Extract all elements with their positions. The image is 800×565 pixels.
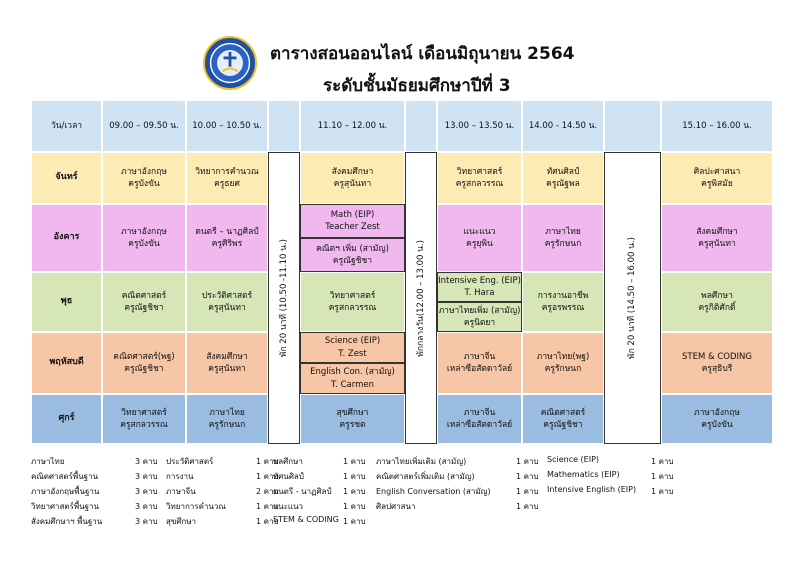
day-name: พฤหัสบดี <box>49 357 84 368</box>
page-title: ตารางสอนออนไลน์ เดือนมิถุนายน 2564 <box>270 44 575 64</box>
teacher-name: ครูณัฐชิชา <box>124 364 164 374</box>
corner-label: วัน/เวลา <box>50 120 83 131</box>
day-name: อังคาร <box>53 232 80 243</box>
legend-count: 1 คาบ <box>256 502 279 511</box>
teacher-name: ครูสกลวรรณ <box>328 303 377 313</box>
timetable-cell[interactable] <box>102 204 186 272</box>
legend-count: 1 คาบ <box>516 502 539 511</box>
legend-subject: Science (EIP) <box>547 455 600 464</box>
teacher-name: ครูสุนันทา <box>208 364 246 374</box>
teacher-name: ครูสกลวรรณ <box>455 179 504 189</box>
subject-name: ทัศนศิลป์ <box>546 166 580 177</box>
timetable-cell[interactable] <box>102 394 186 444</box>
timetable-cell[interactable] <box>300 272 405 332</box>
legend-subject: สุขศึกษา <box>166 517 197 526</box>
break-label: พัก 20 นาที (10.50 -11.10 น.) <box>278 238 289 358</box>
teacher-name: ครูบังขัน <box>701 420 733 430</box>
legend-subject: ประวัติศาสตร์ <box>166 457 214 466</box>
teacher-name: ครูสุนันทา <box>208 303 246 313</box>
day-label <box>31 272 102 332</box>
teacher-name: ครูณัฐชิชา <box>543 420 583 430</box>
timetable-cell-regular[interactable] <box>300 363 405 394</box>
subject-name: สุขศึกษา <box>336 407 369 418</box>
teacher-name: ครูณัฐชิชา <box>124 303 164 313</box>
timetable-cell[interactable] <box>186 272 268 332</box>
legend-count: 1 คาบ <box>651 472 674 481</box>
teacher-name: ครูสกลวรรณ <box>120 420 168 430</box>
legend-subject: ศิลปศาสนา <box>376 502 416 511</box>
legend-count: 1 คาบ <box>343 457 366 466</box>
period-header <box>102 100 186 152</box>
timetable-cell[interactable] <box>437 394 522 444</box>
timetable-cell[interactable] <box>186 204 268 272</box>
period-time: 10.00 – 10.50 น. <box>192 120 262 131</box>
legend-subject: แนะแนว <box>273 502 304 511</box>
legend-count: 1 คาบ <box>516 472 539 481</box>
subject-name: การงานอาชีพ <box>537 290 589 301</box>
legend-subject: ดนตรี - นาฏศิลป์ <box>273 487 332 496</box>
legend-count: 3 คาบ <box>135 457 158 466</box>
subject-name: คณิตศาสตร์ <box>540 407 586 418</box>
timetable-cell[interactable] <box>661 394 773 444</box>
timetable-cell[interactable] <box>522 204 604 272</box>
teacher-name: ครูพิสมัย <box>701 179 733 189</box>
teacher-name: ครูณัฐพล <box>546 179 580 189</box>
legend-subject: Intensive English (EIP) <box>547 485 637 494</box>
period-time: 09.00 – 09.50 น. <box>109 120 179 131</box>
legend-subject: สังคมศึกษาฯ พื้นฐาน <box>31 517 103 526</box>
break-column <box>604 152 661 444</box>
legend-subject: พลศึกษา <box>273 457 303 466</box>
teacher-name: เหล่าซือสัตดาวัลย์ <box>446 364 513 374</box>
timetable-cell-regular[interactable] <box>300 238 405 272</box>
teacher-name: T. Carmen <box>331 379 374 390</box>
timetable-cell[interactable] <box>186 394 268 444</box>
teacher-name: ครูบังขัน <box>128 179 160 189</box>
teacher-name: ครูศิริพร <box>211 239 243 249</box>
teacher-name: ครูสุธิบรี <box>701 364 733 374</box>
subject-name: ภาษาไทย(พฐ) <box>536 351 590 362</box>
legend-subject: English Conversation (สามัญ) <box>376 487 491 496</box>
day-label <box>31 394 102 444</box>
subject-name: พลศึกษา <box>701 290 733 301</box>
legend-subject: คณิตศาสตร์เพิ่มเติม (สามัญ) <box>376 472 475 481</box>
teacher-name: Teacher Zest <box>325 222 380 232</box>
legend-subject: ภาษาอังกฤษพื้นฐาน <box>31 487 100 496</box>
timetable-cell[interactable] <box>661 332 773 394</box>
subject-name: Intensive Eng. (EIP) <box>438 275 521 286</box>
day-label <box>31 152 102 204</box>
legend-subject: วิทยาการคำนวณ <box>166 502 226 511</box>
timetable-cell-eip[interactable] <box>300 332 405 363</box>
subject-name: วิทยาศาสตร์ <box>329 290 376 301</box>
timetable-cell[interactable] <box>102 152 186 204</box>
legend-count: 1 คาบ <box>516 487 539 496</box>
timetable-cell-eip[interactable] <box>437 272 522 302</box>
legend-subject: คณิตศาสตร์พื้นฐาน <box>31 472 99 481</box>
subject-name: สังคมศึกษา <box>696 226 738 237</box>
teacher-name: ครูรชต <box>339 420 366 430</box>
teacher-name: ครูนิตยา <box>463 318 496 328</box>
teacher-name: T. Zest <box>338 348 367 359</box>
timetable-cell[interactable] <box>661 152 773 204</box>
teacher-name: เหล่าซือสัตดาวัลย์ <box>446 420 513 430</box>
teacher-name: ครูสุนันทา <box>698 239 736 249</box>
subject-name: คณิตศาสตร์(พฐ) <box>113 351 175 362</box>
break-label: พัก 20 นาที (14.50 – 16.00 น.) <box>627 236 638 360</box>
subject-name: ภาษาอังกฤษ <box>694 407 740 418</box>
timetable-cell[interactable] <box>522 332 604 394</box>
timetable-cell[interactable] <box>102 272 186 332</box>
break-column <box>405 152 437 444</box>
period-header <box>186 100 268 152</box>
period-time: 14.00 - 14.50 น. <box>528 120 598 131</box>
teacher-name: ครูยุพิน <box>466 239 493 249</box>
subject-name: Science (EIP) <box>324 336 381 347</box>
subject-name: English Con. (สามัญ) <box>310 367 395 378</box>
subject-name: วิทยาการคำนวณ <box>195 166 259 177</box>
timetable <box>31 100 773 444</box>
break-header <box>604 100 661 152</box>
teacher-name: ครูกิติศักดิ์ <box>698 303 736 313</box>
break-column <box>268 152 300 444</box>
timetable-cell[interactable] <box>437 204 522 272</box>
legend-count: 1 คาบ <box>256 517 279 526</box>
timetable-cell[interactable] <box>661 204 773 272</box>
timetable-cell[interactable] <box>522 272 604 332</box>
timetable-cell[interactable] <box>661 272 773 332</box>
legend-subject: ทัศนศิลป์ <box>273 472 304 481</box>
timetable-cell[interactable] <box>300 394 405 444</box>
subject-name: ภาษาจีน <box>463 407 496 418</box>
subject-name: ศิลปะศาสนา <box>693 166 741 177</box>
subject-name: ภาษาจีน <box>463 351 496 362</box>
day-label <box>31 332 102 394</box>
day-label <box>31 204 102 272</box>
legend-count: 1 คาบ <box>651 457 674 466</box>
period-header <box>522 100 604 152</box>
timetable-cell[interactable] <box>437 152 522 204</box>
timetable-cell[interactable] <box>186 332 268 394</box>
subject-name: คณิตศาสตร์ <box>121 290 167 301</box>
legend-subject: Mathematics (EIP) <box>547 470 620 479</box>
subject-name: Math (EIP) <box>330 209 375 220</box>
break-header <box>268 100 300 152</box>
legend-count: 1 คาบ <box>651 487 674 496</box>
legend-subject: วิทยาศาสตร์พื้นฐาน <box>31 502 100 511</box>
subject-name: สังคมศึกษา <box>206 351 248 362</box>
legend-subject: ภาษาจีน <box>166 487 196 496</box>
subject-name: ภาษาอังกฤษ <box>121 226 167 237</box>
day-name: จันทร์ <box>55 172 78 183</box>
timetable-cell[interactable] <box>300 152 405 204</box>
page-subtitle: ระดับชั้นมัธยมศึกษาปีที่ 3 <box>323 76 511 96</box>
teacher-name: ครูรักษนก <box>208 420 246 430</box>
corner-header <box>31 100 102 152</box>
legend-subject: ภาษาไทยเพิ่มเติม (สามัญ) <box>376 457 467 466</box>
legend-count: 3 คาบ <box>135 487 158 496</box>
subject-name: STEM & CODING <box>682 351 752 362</box>
subject-name: ภาษาไทย <box>545 226 581 237</box>
legend-subject: ภาษาไทย <box>31 457 65 466</box>
period-time: 13.00 – 13.50 น. <box>444 120 515 131</box>
day-name: ศุกร์ <box>58 413 75 424</box>
legend-count: 1 คาบ <box>343 502 366 511</box>
subject-name: ภาษาอังกฤษ <box>121 166 167 177</box>
break-label: พักกลางวัน(12.00 – 13.00 น.) <box>415 239 426 357</box>
legend-count: 1 คาบ <box>343 487 366 496</box>
legend-count: 2 คาบ <box>256 487 279 496</box>
subject-name: คณิตฯ เพิ่ม (สามัญ) <box>316 243 389 254</box>
legend-count: 3 คาบ <box>135 517 158 526</box>
timetable-cell-regular[interactable] <box>437 302 522 332</box>
teacher-name: ครูธยศ <box>214 179 240 189</box>
subject-name: ดนตรี – นาฏศิลป์ <box>195 226 259 237</box>
period-legend <box>31 455 773 535</box>
legend-count: 3 คาบ <box>135 502 158 511</box>
timetable-cell[interactable] <box>522 152 604 204</box>
teacher-name: ครูบังขัน <box>128 239 160 249</box>
teacher-name: ครูรักษนก <box>544 364 582 374</box>
legend-subject: STEM & CODING <box>273 515 339 524</box>
subject-name: วิทยาศาสตร์ <box>456 166 503 177</box>
day-name: พุธ <box>60 296 73 307</box>
teacher-name: T. Hara <box>464 288 495 298</box>
legend-count: 3 คาบ <box>135 472 158 481</box>
period-header <box>437 100 522 152</box>
teacher-name: ครูสุนันทา <box>333 179 372 189</box>
legend-count: 1 คาบ <box>256 472 279 481</box>
period-header <box>661 100 773 152</box>
break-header <box>405 100 437 152</box>
subject-name: ภาษาไทย <box>209 407 245 418</box>
subject-name: ประวัติศาสตร์ <box>201 290 253 301</box>
legend-count: 1 คาบ <box>256 457 279 466</box>
legend-count: 1 คาบ <box>343 517 366 526</box>
legend-subject: การงาน <box>166 472 194 481</box>
timetable-cell-eip[interactable] <box>300 204 405 238</box>
subject-name: วิทยาศาสตร์ <box>121 407 167 418</box>
teacher-name: ครูณัฐชิชา <box>332 256 373 266</box>
subject-name: สังคมศึกษา <box>331 166 374 177</box>
timetable-cell[interactable] <box>102 332 186 394</box>
legend-count: 1 คาบ <box>516 457 539 466</box>
legend-count: 1 คาบ <box>343 472 366 481</box>
period-header <box>300 100 405 152</box>
period-time: 15.10 – 16.00 น. <box>682 120 752 131</box>
timetable-cell[interactable] <box>437 332 522 394</box>
period-time: 11.10 – 12.00 น. <box>317 120 388 131</box>
timetable-cell[interactable] <box>522 394 604 444</box>
teacher-name: ครูอรพรรณ <box>541 303 585 313</box>
timetable-cell[interactable] <box>186 152 268 204</box>
school-emblem-icon <box>203 36 257 90</box>
subject-name: ภาษาไทยเพิ่ม (สามัญ) <box>438 305 521 316</box>
teacher-name: ครูรักษนก <box>544 239 582 249</box>
subject-name: แนะแนว <box>463 226 496 237</box>
